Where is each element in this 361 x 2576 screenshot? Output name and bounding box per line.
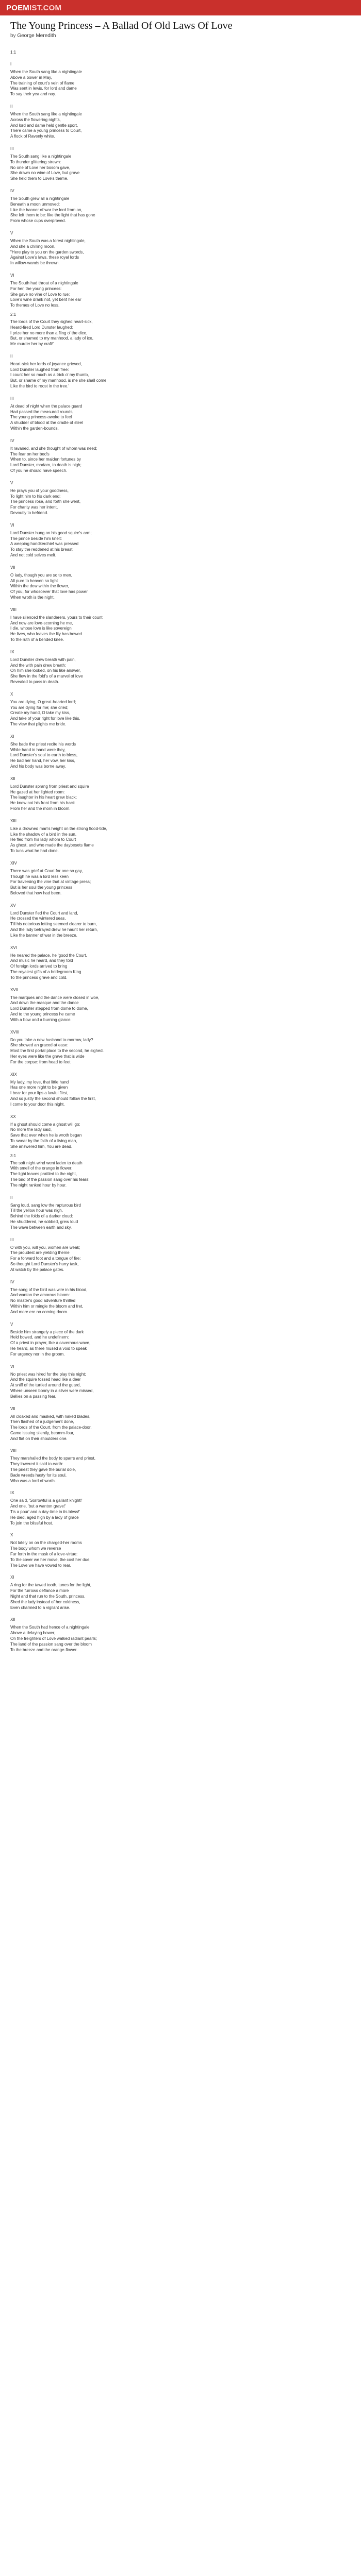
poem-line: No one of Love her bosom gave, — [10, 165, 71, 170]
author-link[interactable]: George Meredith — [17, 33, 56, 39]
stanza — [10, 1625, 351, 1653]
stanza-number: IV — [10, 188, 14, 193]
stanza-number: II — [10, 1195, 13, 1200]
poem-line: In willow-wands be thrown. — [10, 261, 60, 266]
poem-line: She bade the priest recite his words — [10, 741, 76, 747]
poem-line: Lord Dunster hung on his good squire's arm; — [10, 530, 92, 535]
stanza-number: VI — [10, 1364, 14, 1369]
stanza — [10, 1330, 351, 1358]
poem-line: A ring for the tawed tooth, tunes for the light, — [10, 1583, 91, 1588]
poem-line: Devoutly to befriend. — [10, 511, 48, 516]
poem-line: Behind the folds of a darker cloud: — [10, 1214, 73, 1219]
poem-line: For charity was her intent, — [10, 505, 58, 510]
poem-line: Till the yellow hour was nigh, — [10, 1208, 63, 1213]
poem-line: Above a bower in May, — [10, 75, 52, 80]
poem-line: I count her so much as a trick o' my thumb, — [10, 372, 89, 378]
poem-line: He bad her hand, her vow, her kiss, — [10, 758, 75, 764]
poem-line: From her and the morn in bloom. — [10, 806, 71, 811]
poem-line: He knew not his front from his back — [10, 801, 75, 806]
poem-line: No more the lady said, — [10, 1127, 52, 1132]
poem-line: At watch by the palace gates. — [10, 1267, 64, 1272]
stanza-number: III — [10, 1237, 14, 1242]
poem-line: To the ruth of a bended knee. — [10, 637, 64, 642]
stanza-number: IV — [10, 438, 14, 443]
poem-line: He died, aged high by a lady of grace — [10, 1515, 79, 1520]
poem-line: Against Love's laws, these royal lords — [10, 255, 79, 260]
poem-body — [10, 49, 351, 1653]
stanza — [10, 1498, 351, 1526]
poem-line: On the freighters of Love walked radiant pearls; — [10, 1636, 97, 1641]
poem-line: And his body was borne away. — [10, 764, 66, 769]
poem-line: The South grew all a nightingale — [10, 196, 70, 201]
stanza-number: XIII — [10, 818, 17, 823]
poem-line: Till his notorious letting seemed clearer to burn, — [10, 922, 97, 927]
poem-line: Of a priest in prayer, like a cavernous wave, — [10, 1341, 91, 1346]
poem-line: For her, the young princess: — [10, 286, 62, 291]
stanza-number: X — [10, 691, 13, 697]
stanza — [10, 488, 351, 516]
poem-line: With a bow and a burning glance. — [10, 1017, 72, 1022]
poem-line: And so justly the second should follow the first, — [10, 1096, 96, 1101]
author-by-label: by — [10, 33, 16, 39]
stanza-number: VII — [10, 565, 15, 570]
stanza-number: X — [10, 1533, 13, 1538]
poem-line: The bird of the passion sang over his tears: — [10, 1177, 90, 1182]
poem-line: He fled from his lady whom to Court — [10, 837, 76, 842]
poem-line: Came issuing silently, beamm-four, — [10, 1430, 74, 1435]
poem-line: The song of the bird was wire in his blood, — [10, 1287, 88, 1292]
poem-line: Lord Dunster stepped from dome to dome, — [10, 1006, 88, 1011]
stanza — [10, 239, 351, 266]
poem-line: To the breeze and the orange-flower. — [10, 1647, 78, 1652]
poem-line: Lord Dunster's soul to earth to bless, — [10, 753, 78, 758]
poem-line: And music he heard, and they told — [10, 958, 73, 963]
poem-line: To the cover we her move, the cost her due, — [10, 1557, 91, 1562]
poem-line: Save that ever when he is wroth began — [10, 1133, 82, 1138]
stanza-number: III — [10, 396, 14, 401]
stanza-number: XV — [10, 903, 16, 908]
stanza — [10, 1080, 351, 1108]
poem-line: He lives, who leaves the lily has bowed — [10, 632, 82, 637]
poem-line: Was sent in lewis, for lord and dame — [10, 86, 77, 91]
poem-line: The night ranked hour by hour. — [10, 1182, 67, 1188]
poem-line: Held bowed, and he undefinern: — [10, 1335, 69, 1340]
stanza — [10, 154, 351, 182]
stanza — [10, 404, 351, 432]
poem-line: The Love we have vowed to rear. — [10, 1563, 71, 1568]
poem-line: The view that plights me bride. — [10, 721, 67, 726]
poem-line: Of you, for whosoever that love has power — [10, 589, 88, 595]
poem-line: And to the young princess he came — [10, 1012, 75, 1017]
poem-line: You are dying for me; she cried; — [10, 705, 69, 710]
poem-line: To stay the reddened at his breast, — [10, 547, 74, 552]
poem-line: Has one more night to be given — [10, 1085, 68, 1090]
poem-line: When the South sang like a nightingale — [10, 70, 82, 74]
stanza-number: V — [10, 1321, 13, 1327]
logo-main: POEM — [6, 3, 29, 12]
poem-line: Not lately on on the charged-her rooms — [10, 1540, 82, 1546]
stanza — [10, 1372, 351, 1400]
poem-line: Create my hand, O take my kiss, — [10, 710, 71, 716]
poem-line: She left them to be: like the light that has gone — [10, 213, 95, 218]
poem-line: I die, whose love is like sovereign — [10, 626, 72, 631]
part-label: 3:1 — [10, 1153, 17, 1158]
poem-line: They marshalled the body to sparrs and priest, — [10, 1456, 95, 1461]
poem-line: To join the blissful host. — [10, 1520, 53, 1526]
stanza — [10, 1583, 351, 1611]
poem-line: Bade wreeds hasty for its soul, — [10, 1472, 67, 1478]
poem-line: Heard-fired Lord Dunster laughed: — [10, 325, 73, 330]
poem-line: She showed an graced at ease: — [10, 1043, 69, 1048]
poem-line: On him she looked, on his like answer, — [10, 668, 81, 673]
poem-line: Beneath a moon unmoved: — [10, 201, 60, 207]
poem-line: Of foreign lords arrived to bring — [10, 964, 68, 969]
poem-line: For the furrows deflance a more — [10, 1588, 69, 1594]
poem-line: Most the first portal place to the second, he sighed. — [10, 1048, 104, 1054]
poem-line: Like a drowned man's height on the strong flood-tide, — [10, 826, 107, 831]
poem-line: The fear on her bed's — [10, 451, 50, 456]
poem-line: He prays you of your goodness, — [10, 488, 69, 493]
poem-line: When to, since her maiden fortunes by — [10, 457, 81, 462]
site-header — [0, 0, 361, 15]
poem-line: Beside him strangely a piece of the dark — [10, 1329, 84, 1334]
poem-line: And the lady betrayed drew he haunt her return, — [10, 927, 98, 933]
poem-line: And more ere no coming doom. — [10, 1309, 69, 1314]
poem-line: When the South sang like a nightingale — [10, 111, 82, 116]
poem-line: The South had throat of a nightingale — [10, 280, 78, 285]
poem-author-line — [10, 33, 351, 39]
poem-line: And not cold selves melt. — [10, 553, 56, 558]
poem-line: She flew in the fold's of a marvel of love — [10, 674, 83, 679]
poem-line: The training of court's vein of flame — [10, 80, 75, 86]
poem-line: Like the banner of war in the breeze. — [10, 933, 77, 938]
poem-line: But, or shamed to my manhood, a lady of ice, — [10, 336, 93, 341]
poem-line: The laughter in his heart grew black; — [10, 795, 77, 800]
poem-line: She drawn no wine of Love, but grave — [10, 171, 80, 176]
poem-line: If a ghost should come a ghost will go: — [10, 1122, 80, 1127]
poem-line: Lord Dunster, madam, to death is nigh; — [10, 463, 81, 468]
poem-line: He neared the palace, he 'good the Court, — [10, 953, 87, 958]
poem-line: Night and that run to the South, princess, — [10, 1594, 86, 1599]
poem-line: When wroth is the night. — [10, 595, 55, 600]
stanza — [10, 911, 351, 939]
poem-line: Though he was a lord less keen — [10, 874, 69, 879]
poem-line: A flock of Ravenly white. — [10, 134, 55, 139]
poem-line: To tuns what he had done. — [10, 848, 59, 853]
stanza — [10, 742, 351, 770]
poem-line: Lord Dunster sprang from priest and squire — [10, 784, 89, 789]
poem-line: The marques and the dance were closed in woe, — [10, 995, 100, 1000]
poem-line: Like the bird to roost in the tree.' — [10, 384, 70, 389]
stanza-number: II — [10, 353, 13, 359]
stanza — [10, 826, 351, 854]
poem-line: And lord and dame held gentle sport, — [10, 123, 78, 128]
poem-line: O lady, though you are so to men, — [10, 572, 72, 578]
stanza-number: XVIII — [10, 1029, 20, 1035]
poem-line: Lord Dunster laughed from free: — [10, 367, 69, 372]
poem-line: Lord Dunster drew breath with pain, — [10, 657, 76, 662]
stanza-number: VII — [10, 1406, 15, 1411]
stanza — [10, 1414, 351, 1442]
poem-line: Within him or mingle the bloom and fret, — [10, 1303, 84, 1309]
stanza — [10, 615, 351, 643]
poem-line: But is her soul the young princess — [10, 885, 73, 890]
poem-line: Her eyes were like the grave that is wide — [10, 1054, 85, 1059]
poem-line: Bellies on a passing fear. — [10, 1394, 56, 1399]
stanza — [10, 1456, 351, 1484]
poem-line: And now are love-scorning he me, — [10, 620, 73, 625]
poem-line: All pure to heaven so light — [10, 578, 58, 583]
poem-line: To say their yea and nay. — [10, 92, 56, 97]
poem-line: At sniff of the turtled around the guard, — [10, 1383, 81, 1388]
poem-line: To swear by the faith of a living man, — [10, 1139, 77, 1143]
poem-line: And flat on their shoulders one. — [10, 1436, 68, 1441]
poem-line: Of you he should have speech. — [10, 468, 68, 473]
stanza — [10, 869, 351, 896]
poem-title: The Young Princess – A Ballad Of Old Laws Of Love — [10, 20, 233, 31]
stanza-number: IX — [10, 649, 14, 654]
poem-line: When the South had hence of a nightingale — [10, 1625, 90, 1630]
poem-line: Tis a pour' and a day-time in its bless!' — [10, 1510, 80, 1515]
poem-line: The light leaves prattled to the night, — [10, 1172, 77, 1177]
poem-line: My lady, my love, that little hand — [10, 1079, 69, 1084]
poem-line: When the South was a forest nightingale, — [10, 238, 86, 243]
stanza-number: V — [10, 480, 13, 485]
poem-line: With smell of the orange in flower; — [10, 1166, 73, 1171]
stanza — [10, 995, 351, 1023]
poem-line: The priest they gave the burial dole, — [10, 1467, 76, 1472]
poem-line: There was grief at Court for one so gay, — [10, 868, 83, 873]
poem-line: I come to your door this night. — [10, 1101, 65, 1107]
poem-line: He gazed at her lighted room: — [10, 789, 65, 794]
poem-line: She held them to Love's theme. — [10, 176, 69, 181]
poem-line: As ghost, and who made the daybesets flame — [10, 843, 94, 848]
poem-line: The wave between earth and sky. — [10, 1225, 72, 1230]
poem-line: And take of your right for love like this, — [10, 716, 80, 721]
stanza — [10, 784, 351, 812]
stanza-number: XI — [10, 734, 14, 739]
poem-line: Sang loud, sang low the rapturous bird — [10, 1202, 81, 1208]
stanza — [10, 1038, 351, 1065]
poem-line: And she a chilling moon, — [10, 244, 56, 249]
poem-line: For the corpse: from head to feet. — [10, 1059, 72, 1064]
poem-line: Where unseen bonny in a silver were missed, — [10, 1388, 94, 1393]
poem-line: The lords of the Court, from the palace-door, — [10, 1425, 92, 1430]
poem-line: Far forth in the mask of a love-virtue: — [10, 1552, 78, 1557]
stanza-number: III — [10, 146, 14, 151]
stanza — [10, 196, 351, 224]
poem-line: Who was a lord of worth. — [10, 1478, 56, 1483]
stanza — [10, 1245, 351, 1273]
part-label: 1:1 — [10, 50, 17, 55]
poem-line: To light him to his dark end; — [10, 494, 61, 499]
stanza — [10, 112, 351, 140]
poem-line: You are dying, O great-hearted lord; — [10, 699, 76, 704]
stanza — [10, 446, 351, 474]
poem-line: "Here play to you on the garden swords, — [10, 249, 84, 255]
poem-line: And the with pain drew breath: — [10, 663, 67, 668]
poem-line: He shuddered, he sobbed, grew loud — [10, 1219, 78, 1224]
stanza — [10, 1161, 351, 1189]
site-logo[interactable] — [6, 4, 61, 12]
stanza — [10, 1540, 351, 1568]
stanza-number: VIII — [10, 1448, 17, 1453]
poem-line: I have silenced the slanderers, yours to their count — [10, 615, 103, 620]
poem-line: It ravaned, and she thought of whom was need; — [10, 446, 97, 451]
poem-line: Within the garden-bounds. — [10, 426, 59, 431]
stanza-number: XVII — [10, 987, 19, 992]
stanza-number: II — [10, 104, 13, 109]
poem-line: I prize her no more than a fling o' the dice, — [10, 330, 88, 335]
poem-line: O with you, will you, women are weak; — [10, 1245, 80, 1250]
stanza — [10, 700, 351, 727]
poem-line: Love's wine drank not, yet bent her ear — [10, 297, 81, 302]
stanza-number: VI — [10, 522, 14, 528]
stanza — [10, 657, 351, 685]
poem-line: A weeping handkerchief was pressed — [10, 541, 79, 547]
poem-line: And one, 'but a wanton grave!' — [10, 1504, 66, 1509]
poem-line: No master's good adventure thrilled — [10, 1298, 76, 1303]
poem-line: Shed the lady instead of her coldness, — [10, 1599, 80, 1604]
poem-line: Even charmed to a vigilant arise. — [10, 1605, 71, 1610]
stanza — [10, 953, 351, 981]
stanza — [10, 319, 351, 347]
poem-line: Had passed the measured rounds, — [10, 409, 74, 414]
stanza-number: XII — [10, 1617, 15, 1622]
poem-line: Above a delaying bower, — [10, 1631, 56, 1636]
poem-line: The young princess awoke to feel — [10, 415, 72, 420]
poem-line: There came a young princess to Court, — [10, 128, 82, 133]
stanza-number: IV — [10, 1279, 14, 1284]
logo-suffix: IST.COM — [29, 3, 62, 12]
poem-line: Across the flowering nights, — [10, 117, 61, 122]
stanza — [10, 1203, 351, 1231]
poem-line: The lords of the Court they sighed heart-sick, — [10, 319, 93, 324]
stanza-number: XII — [10, 776, 15, 781]
stanza — [10, 281, 351, 309]
poem-line: Lord Dunster fled the Court and land, — [10, 910, 78, 916]
poem-line: Do you take a new husband to-morrow, lady? — [10, 1037, 93, 1042]
poem-line: For traversing the vine that at vintage press; — [10, 879, 91, 885]
poem-line: But, or shame of my manhood, is me she shall come — [10, 378, 107, 383]
poem-line: The land of the passion sang over the bloom — [10, 1641, 92, 1647]
poem-line: The soft night-wind went laden to death — [10, 1160, 83, 1165]
poem-line: And down the masque and the dance — [10, 1001, 79, 1006]
poem-line: To thunder glittering strewn: — [10, 159, 61, 164]
poem-line: So thought Lord Dunster's hurry task, — [10, 1261, 79, 1266]
poem-line: Heart-sick her lords of joyance grieved, — [10, 361, 82, 366]
poem-line: I bear for your lips a lawful flirst, — [10, 1091, 69, 1096]
poem-line: At dead of night when the palace guard — [10, 403, 83, 409]
poem-line: He crossed the wintered seas, — [10, 916, 66, 921]
stanza-number: VIII — [10, 607, 17, 612]
poem-line: The proudest are yielding theme — [10, 1250, 70, 1256]
poem-line: For urgency nor in the groom. — [10, 1351, 65, 1357]
stanza-number: XX — [10, 1114, 16, 1119]
stanza-number: V — [10, 230, 13, 235]
poem-line: The South sang like a nightingale — [10, 154, 72, 159]
stanza — [10, 1287, 351, 1315]
poem-line: For a forward foot and a tongue of fire: — [10, 1256, 81, 1261]
poem-line: Like the shadow of a bird in the sun, — [10, 832, 77, 837]
stanza-number: XIV — [10, 860, 17, 866]
poem-line: Within the dew within the flower, — [10, 584, 69, 589]
part-label: 2:1 — [10, 312, 17, 317]
poem-line: They lowered it said to earth: — [10, 1462, 63, 1467]
stanza-number: VI — [10, 273, 14, 278]
poem-line: One said, 'Sorrowful is a gallant knight!' — [10, 1498, 83, 1503]
poem-line: She gave no vine of Love to rue; — [10, 292, 70, 297]
poem-line: And the squire tossed head like a deer — [10, 1377, 81, 1382]
poem-line: To the princess grave and cold. — [10, 975, 68, 980]
poem-line: He heard, as there mused a void to speak — [10, 1346, 87, 1351]
poem-line: Me murder her by craft!' — [10, 342, 54, 347]
poem-line: While hand in hand were they, — [10, 747, 66, 752]
poem-line: The prince beside him knelt: — [10, 536, 62, 541]
stanza — [10, 573, 351, 601]
poem-line: No priest was hired for the play this night; — [10, 1371, 86, 1377]
stanza — [10, 531, 351, 558]
poem-line: And wanton the amorous bloom: — [10, 1293, 70, 1298]
poem-line: The royalest gifts of a bridegroom King — [10, 970, 81, 975]
poem-line: The princess rose, and forth she went, — [10, 499, 81, 504]
stanza — [10, 70, 351, 97]
poem-line: Like the banner of war the lord from on, — [10, 207, 83, 212]
stanza-number: XI — [10, 1575, 14, 1580]
stanza-number: IX — [10, 1490, 14, 1496]
poem-line: Then flashed of a judgement done, — [10, 1419, 74, 1425]
stanza — [10, 362, 351, 389]
stanza-number: XVI — [10, 945, 17, 950]
poem-line: All cloaked and masked, with naked blades, — [10, 1414, 91, 1419]
poem-line: Beloved that how had been. — [10, 890, 62, 895]
poem-line: To themes of Love no less. — [10, 303, 60, 308]
poem-line: A shudder of blood at the cradle of steel — [10, 420, 83, 426]
poem-line: From whose cups overproved. — [10, 218, 66, 224]
poem-content — [0, 15, 361, 1653]
poem-line: The body whom we reverse — [10, 1546, 61, 1551]
stanza — [10, 1122, 351, 1150]
poem-line: Revealed to pass in death. — [10, 679, 59, 684]
stanza-number: I — [10, 62, 12, 66]
stanza-number: XIX — [10, 1072, 17, 1077]
poem-line: She answered him, You are dead. — [10, 1144, 73, 1149]
